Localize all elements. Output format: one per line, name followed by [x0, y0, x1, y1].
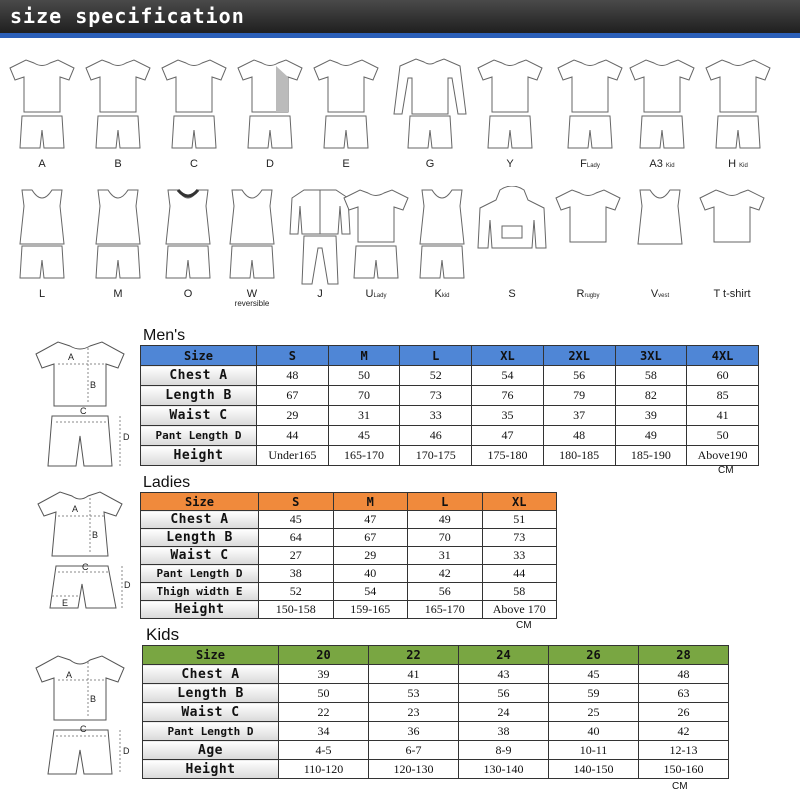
ladies-diagram-label-d: D: [124, 580, 131, 590]
table-cell: 82: [615, 386, 687, 406]
ladies-size-diagram: [28, 484, 138, 624]
size-column-header: M: [333, 493, 408, 511]
table-cell: 67: [333, 529, 408, 547]
style-label: [4, 288, 80, 300]
table-cell: 35: [472, 406, 544, 426]
table-cell: 58: [615, 366, 687, 386]
measurement-label: Chest A: [141, 366, 257, 386]
size-column-header: 3XL: [615, 346, 687, 366]
table-cell: 29: [257, 406, 329, 426]
table-cell: 56: [408, 583, 483, 601]
table-cell: 25: [549, 703, 639, 722]
size-column-header: 22: [369, 646, 459, 665]
garment-drawing: [80, 186, 156, 286]
table-row: [141, 426, 759, 446]
style-sub-label: Kid: [739, 163, 748, 169]
style-label: [624, 158, 700, 170]
table-cell: 56: [459, 684, 549, 703]
table-cell: 42: [408, 565, 483, 583]
table-cell: 60: [687, 366, 759, 386]
style-row2-1: [80, 186, 156, 300]
style-letter: B: [114, 158, 122, 170]
measurement-label: Height: [141, 601, 259, 619]
page-header: [0, 0, 800, 38]
style-row2-6: [404, 186, 480, 300]
table-cell: 33: [400, 406, 472, 426]
table-cell: 79: [543, 386, 615, 406]
style-label: [80, 288, 156, 300]
style-letter: U: [365, 288, 374, 300]
garment-drawing: [156, 56, 232, 156]
style-note: reversible: [234, 299, 270, 308]
style-row1-5: [392, 56, 468, 170]
table-cell: 40: [333, 565, 408, 583]
table-header-row: [141, 493, 557, 511]
table-cell: 45: [259, 511, 334, 529]
table-cell: 41: [369, 665, 459, 684]
ladies-unit: CM: [516, 620, 532, 631]
style-letter: W: [246, 288, 258, 300]
style-letter: J: [317, 288, 323, 300]
table-cell: 47: [472, 426, 544, 446]
table-cell: 10-11: [549, 741, 639, 760]
table-row: [141, 511, 557, 529]
measurement-label: Age: [143, 741, 279, 760]
garment-drawing: [4, 186, 80, 286]
measurement-label: Length B: [143, 684, 279, 703]
size-column-header: S: [257, 346, 329, 366]
kids-unit: CM: [672, 781, 688, 792]
style-label: [552, 158, 628, 170]
mens-unit: CM: [718, 465, 734, 476]
style-row2-8: [550, 186, 626, 300]
measurement-label: Chest A: [141, 511, 259, 529]
style-label: [472, 158, 548, 170]
table-cell: 49: [408, 511, 483, 529]
style-row2-0: [4, 186, 80, 300]
style-label: [214, 288, 290, 308]
style-sub-label: rugby: [584, 293, 600, 299]
measurement-label: Waist C: [143, 703, 279, 722]
table-cell: 39: [615, 406, 687, 426]
table-row: [141, 547, 557, 565]
table-cell: 170-175: [400, 446, 472, 466]
style-letter: L: [38, 288, 46, 300]
ladies-diagram-label-e: E: [62, 598, 69, 608]
table-cell: 24: [459, 703, 549, 722]
table-cell: 70: [328, 386, 400, 406]
style-sub-label: Kid: [665, 163, 675, 169]
garment-drawing: [700, 56, 776, 156]
size-column-header: 28: [639, 646, 729, 665]
table-cell: 175-180: [472, 446, 544, 466]
garment-drawing: [694, 186, 770, 286]
style-row2-5: [338, 186, 414, 300]
table-cell: 52: [400, 366, 472, 386]
kids-diagram-label-b: B: [90, 694, 97, 704]
style-letter: K: [434, 288, 442, 300]
table-cell: 51: [482, 511, 557, 529]
ladies-title: Ladies: [143, 474, 191, 491]
table-cell: 39: [279, 665, 369, 684]
style-label: [232, 158, 308, 170]
style-letter: Y: [506, 158, 514, 170]
kids-size-table: [142, 645, 729, 779]
table-cell: 58: [482, 583, 557, 601]
table-row: [141, 366, 759, 386]
garment-drawing: [232, 56, 308, 156]
table-header-row: [141, 346, 759, 366]
table-cell: 43: [459, 665, 549, 684]
style-label: [550, 288, 626, 300]
table-cell: 130-140: [459, 760, 549, 779]
table-cell: 120-130: [369, 760, 459, 779]
table-cell: 140-150: [549, 760, 639, 779]
table-cell: 38: [459, 722, 549, 741]
size-column-header: 4XL: [687, 346, 759, 366]
style-sub-label: Lady: [586, 163, 600, 169]
style-row1-2: [156, 56, 232, 170]
table-cell: 150-158: [259, 601, 334, 619]
style-sub-label: Lady: [373, 293, 387, 299]
style-label: [156, 158, 232, 170]
style-row1-6: [472, 56, 548, 170]
size-column-header: S: [259, 493, 334, 511]
style-letter: T: [713, 288, 720, 300]
table-header-row: [143, 646, 729, 665]
table-row: [143, 741, 729, 760]
measurement-label: Pant Length D: [143, 722, 279, 741]
table-cell: 47: [333, 511, 408, 529]
table-row: [143, 665, 729, 684]
style-letter: R: [576, 288, 585, 300]
table-cell: 26: [639, 703, 729, 722]
garment-drawing: [80, 56, 156, 156]
size-column-header: 24: [459, 646, 549, 665]
style-sub-label: vest: [658, 293, 670, 299]
style-letter: D: [266, 158, 274, 170]
table-cell: 40: [549, 722, 639, 741]
garment-drawing: [338, 186, 414, 286]
style-letter: G: [425, 158, 435, 170]
table-cell: 165-170: [408, 601, 483, 619]
table-cell: 12-13: [639, 741, 729, 760]
measurement-label: Pant Length D: [141, 426, 257, 446]
ladies-diagram-label-a: A: [72, 504, 79, 514]
mens-diagram-label-d: D: [123, 432, 130, 442]
measurement-label: Waist C: [141, 547, 259, 565]
table-row: [143, 760, 729, 779]
table-cell: 150-160: [639, 760, 729, 779]
ladies-diagram-label-c: C: [82, 562, 89, 572]
style-letter: A: [38, 158, 46, 170]
style-label: [474, 288, 550, 300]
table-cell: 8-9: [459, 741, 549, 760]
garment-drawing: [214, 186, 290, 286]
table-row: [143, 722, 729, 741]
measurement-label: Chest A: [143, 665, 279, 684]
style-label: [338, 288, 414, 300]
mens-diagram-label-a: A: [68, 352, 75, 362]
table-cell: 165-170: [328, 446, 400, 466]
table-row: [141, 583, 557, 601]
garment-drawing: [552, 56, 628, 156]
size-column-header: M: [328, 346, 400, 366]
table-cell: 85: [687, 386, 759, 406]
style-row1-0: [4, 56, 80, 170]
table-row: [141, 529, 557, 547]
table-cell: 34: [279, 722, 369, 741]
measurement-label: Height: [143, 760, 279, 779]
garment-drawing: [624, 56, 700, 156]
style-row2-7: [474, 186, 550, 300]
table-cell: 159-165: [333, 601, 408, 619]
table-row: [143, 703, 729, 722]
table-cell: 27: [259, 547, 334, 565]
size-column-header: L: [400, 346, 472, 366]
size-header-label: Size: [141, 346, 257, 366]
ladies-diagram-label-b: B: [92, 530, 99, 540]
table-cell: 22: [279, 703, 369, 722]
measurement-label: Length B: [141, 529, 259, 547]
table-cell: 6-7: [369, 741, 459, 760]
garment-drawing: [404, 186, 480, 286]
table-cell: 56: [543, 366, 615, 386]
table-cell: 67: [257, 386, 329, 406]
table-cell: 38: [259, 565, 334, 583]
style-row1-8: [624, 56, 700, 170]
garment-drawing: [622, 186, 698, 286]
style-label: [4, 158, 80, 170]
measurement-label: Length B: [141, 386, 257, 406]
table-cell: 33: [482, 547, 557, 565]
table-cell: 76: [472, 386, 544, 406]
table-cell: 48: [257, 366, 329, 386]
table-cell: 48: [543, 426, 615, 446]
style-letter: A3: [649, 158, 666, 170]
table-row: [141, 386, 759, 406]
style-row2-3: [214, 186, 290, 308]
style-row2-10: [694, 186, 770, 300]
mens-size-table: [140, 345, 759, 466]
table-cell: 180-185: [543, 446, 615, 466]
style-label: [622, 288, 698, 300]
size-column-header: 26: [549, 646, 639, 665]
mens-size-diagram: [28, 336, 138, 476]
table-cell: 46: [400, 426, 472, 446]
table-cell: 23: [369, 703, 459, 722]
table-cell: 44: [257, 426, 329, 446]
measurement-label: Waist C: [141, 406, 257, 426]
style-label: [700, 158, 776, 170]
table-cell: 70: [408, 529, 483, 547]
page-title: size specification: [10, 4, 245, 28]
measurement-label: Pant Length D: [141, 565, 259, 583]
style-label: [308, 158, 384, 170]
style-label: [694, 288, 770, 300]
garment-drawing: [550, 186, 626, 286]
mens-title: Men's: [143, 327, 186, 344]
table-cell: 52: [259, 583, 334, 601]
style-label: [392, 158, 468, 170]
table-row: [141, 565, 557, 583]
table-cell: 185-190: [615, 446, 687, 466]
style-row1-7: [552, 56, 628, 170]
table-cell: 73: [400, 386, 472, 406]
garment-drawing: [472, 56, 548, 156]
kids-diagram-label-d: D: [123, 746, 130, 756]
size-column-header: XL: [482, 493, 557, 511]
table-cell: 64: [259, 529, 334, 547]
table-cell: 29: [333, 547, 408, 565]
table-cell: 59: [549, 684, 639, 703]
style-row1-3: [232, 56, 308, 170]
table-cell: 73: [482, 529, 557, 547]
table-cell: 37: [543, 406, 615, 426]
size-column-header: 20: [279, 646, 369, 665]
table-cell: 42: [639, 722, 729, 741]
size-header-label: Size: [141, 493, 259, 511]
mens-diagram-label-b: B: [90, 380, 97, 390]
table-row: [143, 684, 729, 703]
kids-title: Kids: [146, 625, 180, 644]
measurement-label: Thigh width E: [141, 583, 259, 601]
table-cell: 53: [369, 684, 459, 703]
table-cell: 110-120: [279, 760, 369, 779]
style-label: [404, 288, 480, 300]
style-letter: S: [508, 288, 516, 300]
style-letter: F: [580, 158, 587, 170]
table-cell: 49: [615, 426, 687, 446]
style-letter: E: [342, 158, 350, 170]
style-row1-1: [80, 56, 156, 170]
table-cell: 45: [549, 665, 639, 684]
style-row2-9: [622, 186, 698, 300]
table-cell: Above190: [687, 446, 759, 466]
style-suffix: t-shirt: [719, 288, 751, 300]
table-row: [141, 406, 759, 426]
table-cell: 4-5: [279, 741, 369, 760]
kids-diagram-label-c: C: [80, 724, 87, 734]
garment-drawing: [392, 56, 468, 156]
style-sub-label: kid: [441, 293, 450, 299]
table-cell: 31: [328, 406, 400, 426]
table-cell: 31: [408, 547, 483, 565]
size-column-header: L: [408, 493, 483, 511]
table-cell: 54: [472, 366, 544, 386]
ladies-size-table: [140, 492, 557, 619]
table-cell: 54: [333, 583, 408, 601]
table-cell: Above 170: [482, 601, 557, 619]
garment-drawing: [4, 56, 80, 156]
size-header-label: Size: [143, 646, 279, 665]
garment-drawing: [474, 186, 550, 286]
table-cell: 50: [687, 426, 759, 446]
style-letter: M: [113, 288, 123, 300]
table-cell: 63: [639, 684, 729, 703]
table-cell: 50: [328, 366, 400, 386]
style-letter: C: [190, 158, 198, 170]
style-row1-4: [308, 56, 384, 170]
size-column-header: 2XL: [543, 346, 615, 366]
size-column-header: XL: [472, 346, 544, 366]
table-row: [141, 601, 557, 619]
table-cell: 45: [328, 426, 400, 446]
table-cell: 50: [279, 684, 369, 703]
style-letter: H: [728, 158, 740, 170]
style-letter: O: [183, 288, 193, 300]
kids-diagram-label-a: A: [66, 670, 73, 680]
mens-diagram-label-c: C: [80, 406, 87, 416]
kids-size-diagram: [28, 646, 138, 786]
table-cell: 36: [369, 722, 459, 741]
table-cell: 48: [639, 665, 729, 684]
table-cell: 44: [482, 565, 557, 583]
table-row: [141, 446, 759, 466]
table-cell: Under165: [257, 446, 329, 466]
style-letter: V: [650, 288, 659, 300]
measurement-label: Height: [141, 446, 257, 466]
style-label: [80, 158, 156, 170]
garment-drawing: [308, 56, 384, 156]
table-cell: 41: [687, 406, 759, 426]
style-row1-9: [700, 56, 776, 170]
